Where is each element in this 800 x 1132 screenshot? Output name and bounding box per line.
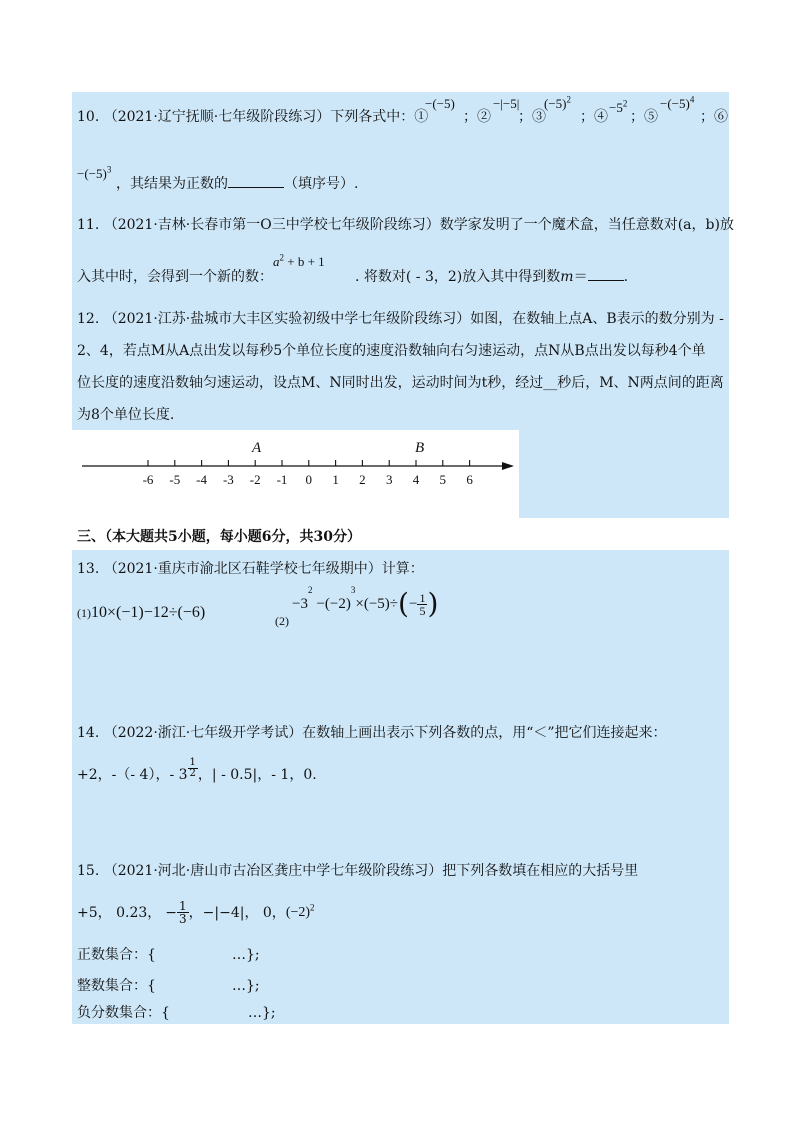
q10-answer-blank[interactable] [228, 175, 284, 188]
q11-equals: ＝ [573, 269, 588, 285]
q10-expr3 [544, 96, 571, 112]
q10-expr4-base: −5 [609, 100, 623, 115]
q13-part1 [77, 604, 205, 622]
q10-expr4 [609, 100, 627, 116]
q11-answer-blank[interactable] [588, 268, 624, 281]
number-line-figure [72, 430, 519, 518]
q13-left-paren: ( [398, 587, 409, 620]
tick-label: -3 [222, 472, 234, 487]
q14-fraction [188, 758, 198, 779]
q15-nums-a: +5， 0.23， [77, 904, 162, 921]
q15-last-base: (−2) [285, 904, 311, 920]
q11-line2-end: . [623, 269, 629, 285]
q10-expr3-base: (−5) [544, 96, 567, 111]
q11-formula-exp: 2 [279, 252, 284, 263]
q13-part1-label: (1) [77, 606, 91, 620]
q15-set-positive [77, 946, 156, 964]
q13-frac-den: 5 [419, 603, 426, 618]
q13-p2-neg: − [408, 595, 418, 612]
q10-expr1: −(−5) [425, 96, 455, 111]
q13-part1-expr: 10×(−1)−12÷(−6) [91, 604, 206, 621]
q11-line1: 11. （2021·吉林·长春市第一O三中学校七年级阶段练习）数学家发明了一个魔术盒，当任意数对(a，b)放 [77, 217, 734, 233]
q10-line1 [77, 108, 428, 126]
tick-label: 3 [385, 472, 393, 487]
q15-set2-input[interactable] [156, 977, 230, 995]
q15-fraction [177, 900, 189, 925]
q13-part2-label-wrap [275, 612, 289, 630]
q11-formula-a: a [273, 254, 280, 269]
q11-formula [273, 254, 325, 270]
q10-stem: 10. （2021·辽宁抚顺·七年级阶段练习）下列各式中：① [77, 109, 429, 125]
q15-frac-den: 3 [179, 912, 187, 926]
q15-set2-end: …}; [232, 978, 260, 994]
point-a-label: A [252, 440, 262, 456]
q10-sep4: ；⑤ [630, 109, 658, 125]
tick-label: 1 [332, 472, 339, 487]
q15-frac-num: 1 [179, 899, 187, 913]
q15-set3-input[interactable] [170, 1004, 246, 1022]
q12-line2: 2、4，若点M从A点出发以每秒5个单位长度的速度沿数轴向右匀速运动，点N从B点出发以每秒4个单 [77, 343, 706, 359]
q10-expr5 [660, 96, 694, 112]
q15-set-integer [77, 977, 156, 995]
q13-line1: 13. （2021·重庆市渝北区石鞋学校七年级期中）计算： [77, 561, 424, 577]
number-line-svg [72, 430, 519, 518]
q13-p2-c: ×(−5)÷ [355, 595, 399, 612]
q13-part2-expr: −3 2 −(−2) 3 ×(−5)÷ ( − $\frac{1}{5}$ ) [292, 585, 439, 620]
q15-set1-input[interactable] [156, 946, 230, 964]
q12-line3: 位长度的速度沿数轴匀速运动，设点M、N同时出发，运动时间为t秒，经过__秒后，M、N两点间的距离 [77, 375, 724, 391]
q11-var-m: m [560, 269, 574, 285]
q10-expr6 [77, 166, 111, 182]
q15-last-num [285, 901, 315, 922]
q13-p2-b: −(−2) [316, 595, 351, 612]
tick-label: -4 [196, 472, 208, 487]
q15-set3-end: …}; [248, 1005, 276, 1021]
highlight-numberline-right [519, 430, 729, 518]
tick-label: -6 [142, 472, 154, 487]
q15-set1-end: …}; [232, 947, 260, 963]
q14-frac-num: 1 [189, 756, 196, 768]
q10-sep1: ；② [463, 109, 491, 125]
q14-line1: 14. （2022·浙江·七年级开学考试）在数轴上画出表示下列各数的点，用“＜”把它们连接起来： [77, 725, 667, 741]
q13-frac-num: 1 [419, 590, 426, 605]
tick-label: 4 [412, 472, 420, 487]
q10-line2-text: ，其结果为正数的 [116, 176, 228, 192]
q15-numbers: +5， 0.23， − $\frac{1}{3}$ ，−|−4|， 0， $(-2)^2$ [77, 899, 315, 926]
q15-last-exp: 2 [310, 901, 315, 912]
tick-label: 2 [359, 472, 366, 487]
tick-label: -1 [276, 472, 288, 487]
q10-expr3-exp: 2 [566, 94, 571, 105]
tick-label: 5 [439, 472, 447, 487]
q10-sep2: ；③ [518, 109, 546, 125]
q11-line2b-text: . 将数对( - 3，2)放入其中得到数 [355, 269, 561, 285]
point-b-label: B [415, 440, 425, 456]
q14-line2-a: +2，-（- 4），- 3 [77, 767, 188, 783]
tick-label: 6 [466, 472, 473, 487]
section-3-title: 三、（本大题共5小题，每小题6分，共30分） [77, 529, 361, 545]
q15-set2-label: 整数集合：{ [77, 978, 156, 994]
q10-expr2: −|−5| [493, 96, 520, 111]
q11-formula-rest: + b + 1 [287, 254, 325, 269]
q10-expr5-exp: 4 [689, 94, 695, 105]
q13-p2-a: −3 [292, 595, 308, 612]
q10-line2 [116, 175, 358, 193]
q11-line2b [355, 268, 628, 286]
q15-nums-b: ，−|−4|， 0， [188, 904, 286, 921]
q10-expr4-exp: 2 [622, 98, 628, 109]
q10-sep5: ；⑥ [700, 109, 728, 125]
q10-expr5-base: −(−5) [660, 96, 690, 111]
q10-expr6-base: −(−5) [77, 166, 107, 181]
q10-expr6-exp: 3 [106, 164, 112, 175]
q10-line2-tail: （填序号）. [284, 176, 359, 192]
q13-right-paren: ) [427, 587, 439, 620]
tick-label: -2 [249, 472, 261, 487]
q13-part2-label: (2) [275, 614, 289, 628]
q11-line2a: 入其中时，会得到一个新的数： [77, 269, 273, 285]
q15-line1: 15. （2021·河北·唐山市古冶区龚庄中学七年级阶段练习）把下列各数填在相应的大括号里 [77, 863, 639, 879]
tick-label: 0 [305, 472, 313, 487]
number-line-arrow-icon [502, 462, 514, 470]
q14-line2-b: ，| - 0.5|，- 1，0. [197, 767, 317, 783]
q10-sep3: ；④ [580, 109, 608, 125]
number-line-ticks [143, 460, 474, 487]
q12-line1: 12. （2021·江苏·盐城市大丰区实验初级中学七年级阶段练习）如图，在数轴上点A、B表示的数分别为 - [77, 311, 724, 327]
q14-line2 [77, 756, 317, 784]
q15-set1-label: 正数集合：{ [77, 947, 156, 963]
q14-frac-den: 2 [189, 767, 196, 779]
q13-fraction [417, 592, 427, 617]
q12-line4: 为8个单位长度. [77, 407, 175, 423]
q15-set-negative-fraction [77, 1004, 170, 1022]
tick-label: -5 [169, 472, 181, 487]
q15-set3-label: 负分数集合：{ [77, 1005, 170, 1021]
